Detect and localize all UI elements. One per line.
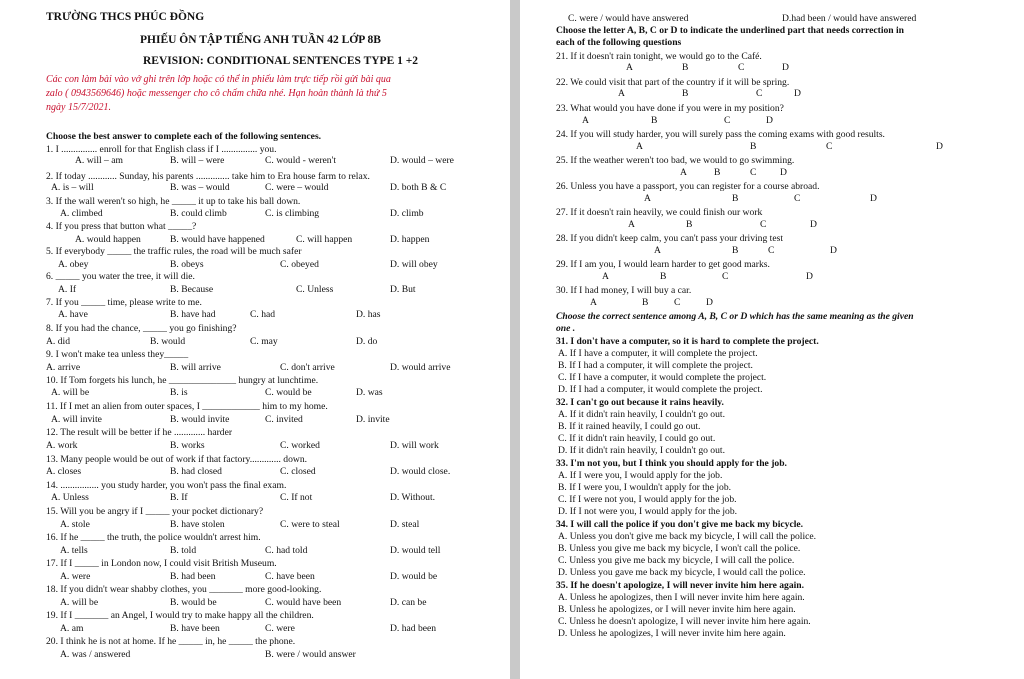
option-a: A. stole: [60, 519, 90, 530]
option-a: A. am: [60, 623, 84, 634]
option-d: D. would tell: [390, 545, 441, 556]
option-b: B. told: [170, 545, 197, 556]
option-a: A. obey: [58, 259, 89, 270]
option-c: C. had told: [265, 545, 308, 556]
option-b: B. will arrive: [170, 362, 221, 373]
option-a: A. work: [46, 440, 78, 451]
option-c: C. closed: [280, 466, 316, 477]
option-c: C. would - weren't: [265, 155, 337, 166]
option-c: C. would be: [265, 387, 312, 398]
option-b: B. had closed: [170, 466, 222, 477]
option-b: B. have stolen: [170, 519, 225, 530]
option-b: B. If: [170, 492, 188, 503]
option-c: C. invited: [265, 414, 303, 425]
option-d: D. will obey: [390, 259, 438, 270]
option-a: A. were: [60, 571, 91, 582]
option-b: B. would: [150, 336, 186, 347]
left-page: TRƯỜNG THCS PHÚC ĐỒNG PHIẾU ÔN TẬP TIẾNG ANH TUẦN 42 LỚP 8B REVISION: CONDITIONAL SENTENCES TYPE 1 +2 Các con làm bài vào vở ghi trên lớp hoặc có thể in phiếu làm trực tiếp rồi gửi bài qua zalo ( 0943569646) hoặc messenger cho cô chấm chữa nhé. Hạn hoàn thành là thứ 5 ngày 15/7/2021. Choose the best answer to complete each of the following sentences. 1. I ............... enroll for that English class if I ............... you. A. will – am B. will – were C. would - weren't D. would – were 2. If today ............ Sunday, his parents .............. take him to Era house farm to relax. A. is – will B. was – would C. were – would D. both B & C 3. If the wall weren't so high, he _____ it up to take his ball down. A. climbed B. could climb C. is climbing D. climb 4. If you press that button what _____? A. would happen B. would have happened C. will happen D. happen 5. If everybody _____ the traffic rules, the road will be much safer A. obey B. obeys C. obeyed D. will obey 6. _____ you water the tree, it will die. A. If B. Because C. Unless D. But 7. If you _____ time, please write to me. A. have B. have had C. had D. has 8. If you had the chance, _____ you go finishing? A. did B. would C. may D. do 9. I won't make tea unless they_____ A. arrive B. will arrive C. don't arrive D. would arrive 10. If Tom forgets his lunch, he ______________ hungry at lunchtime. A. will be B. is C. would be D. was 11. If I met an alien from outer spaces, I ____________ him to my home. A. will invite B. would invite C. invited D. invite 12. The result will be better if he ............. harder A. work B. works C. worked D. will work 13. Many people would be out of work if that factory............. down. A. closes B. had closed C. closed D. would close. 14. ................ you study harder, you won't pass the final exam. A. Unless B. If C. If not D. Without. 15. Will you be angry if I _____ your pocket dictionary? A. stole B. have stolen C. were to steal D. steal 16. If he _____ the truth, the police wouldn't arrest him. A. tells B. told C. had told D. would tell 17. If I _____ in London now, I could visit British Museum. A. were B. had been C. have been D. would be 18. If you didn't wear shabby clothes, you _______ more good-looking. A. will be B. would be C. would have been D. can be 19. If I _______ an Angel, I would try to make happy all the children. A. am B. have been C. were D. had been 20. I think he is not at home. If he _____ in, he _____ the phone. A. was / answered B. were / would answer: [46, 11, 454, 660]
option-d: D. climb: [390, 208, 424, 219]
option-d: D. But: [390, 284, 416, 295]
option-d: D. Without.: [390, 492, 436, 503]
option-a: A. will be: [51, 387, 90, 398]
option-c: C. worked: [280, 440, 320, 451]
option-d: D. would be: [390, 571, 438, 582]
option-a: A. will be: [60, 597, 99, 608]
option-b: B. have been: [170, 623, 220, 634]
option-c: C. have been: [265, 571, 315, 582]
option-c: C. had: [250, 309, 276, 320]
option-d: D. would – were: [390, 155, 454, 166]
option-a: A. Unless: [51, 492, 89, 503]
option-b: B. is: [170, 387, 188, 398]
option-a: A. will invite: [51, 414, 102, 425]
option-c: C. Unless: [296, 284, 334, 295]
option-c: C. is climbing: [265, 208, 320, 219]
option-b: B. was – would: [170, 182, 230, 193]
option-b: B. obeys: [170, 259, 204, 270]
option-c: C. may: [250, 336, 278, 347]
option-b: B. were / would answer: [265, 649, 356, 660]
option-b: B. had been: [170, 571, 216, 582]
option-a: A. is – will: [51, 182, 94, 193]
option-c: C. would have been: [265, 597, 342, 608]
option-a: A. tells: [60, 545, 88, 556]
page-divider: [510, 0, 520, 679]
option-a: A. closes: [46, 466, 82, 477]
option-c: C. were to steal: [280, 519, 340, 530]
option-c: C. were / would have answered: [568, 13, 689, 24]
option-c: C. will happen: [296, 234, 353, 245]
option-d: D. has: [356, 309, 381, 320]
option-c: C. don't arrive: [280, 362, 335, 373]
option-d: D. steal: [390, 519, 420, 530]
option-a: A. did: [46, 336, 70, 347]
option-d: D. happen: [390, 234, 430, 245]
option-c: C. were: [265, 623, 295, 634]
option-d: D. was: [356, 387, 383, 398]
right-page: C. were / would have answered D.had been / would have answered Choose the letter A, B, C or D to indicate the underlined part that needs correction in each of the following questions 21. If it doesn't rain tonight, we would go to the Café. A B C D 22. We could visit that part of the country if it will be spring. A B C D 23. What would you have done if you were in my position? A B C D 24. If you will study harder, you will surely pass the coming exams with good results. A B C D 25. If the weather weren't too bad, we would to go swimming. A B C D 26. Unless you have a passport, you can register for a course abroad. A B C D 27. If it doesn't rain heavily, we could finish our work A B C D 28. If you didn't keep calm, you can't pass your driving test A B C D 29. If I am you, I would learn harder to get good marks. A B C D 30. If I had money, I will buy a car. A B C D Choose the correct sentence among A, B, C or D which has the same meaning as the given one . 31. I don't have a computer, so it is hard to complete the project. A. If I have a computer, it will complete the project. B. If I had a computer, it will complete the project. C. If I have a computer, it would complete the project. D. If I had a computer, it would complete the project. 32. I can't go out because it rains heavily. A. If it didn't rain heavily, I couldn't go out. B. If it rained heavily, I could go out. C. If it didn't rain heavily, I could go out. D. If it didn't rain heavily, I couldn't go out. 33. I'm not you, but I think you should apply for the job. A. If I were you, I would apply for the job. B. If I were you, I wouldn't apply for the job. C. If I were not you, I would apply for the job. D. If I not were you, I would apply for the job. 34. I will call the police if you don't give me back my bicycle. A. Unless you don't give me back my bicycle, I will call the police. B. Unless you give me back my bicycle, I won't call the police. C. Unless you give me back my bicycle, I will call the police. D. Unless you gave me back my bicycle, I would call the police. 35. If he doesn't apologize, I will never invite him here again. A. Unless he apologizes, then I will never invite him here again. B. Unless he apologizes, or I will never invite him here again. C. Unless he doesn't apologize, I will never invite him here again. D. Unless he apologizes, I will never invite him here again.: [556, 13, 943, 639]
option-c: C. were – would: [265, 182, 329, 193]
option-b: B. will – were: [170, 155, 225, 166]
option-a: A. was / answered: [60, 649, 131, 660]
option-d: D. both B & C: [390, 182, 447, 193]
option-a: A. have: [58, 309, 88, 320]
option-b: B. would invite: [170, 414, 230, 425]
option-d: D. would arrive: [390, 362, 451, 373]
option-b: B. works: [170, 440, 205, 451]
option-d: D. invite: [356, 414, 390, 425]
option-a: A. arrive: [46, 362, 81, 373]
option-a: A. climbed: [60, 208, 103, 219]
option-c: C. obeyed: [280, 259, 319, 270]
option-d: D. will work: [390, 440, 439, 451]
option-a: A. will – am: [75, 155, 123, 166]
option-b: B. would be: [170, 597, 217, 608]
option-a: A. would happen: [75, 234, 141, 245]
option-a: A. If: [58, 284, 77, 295]
option-c: C. If not: [280, 492, 313, 503]
option-b: B. could climb: [170, 208, 227, 219]
option-d: D. do: [356, 336, 378, 347]
option-d: D.had been / would have answered: [782, 13, 917, 24]
option-b: B. Because: [170, 284, 214, 295]
option-d: D. would close.: [390, 466, 451, 477]
option-d: D. had been: [390, 623, 437, 634]
option-b: B. have had: [170, 309, 216, 320]
option-b: B. would have happened: [170, 234, 265, 245]
option-d: D. can be: [390, 597, 427, 608]
